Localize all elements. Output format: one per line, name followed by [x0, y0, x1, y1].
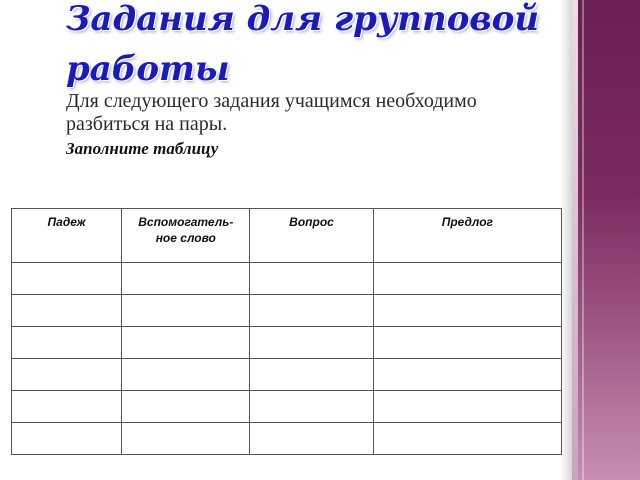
table-cell[interactable]	[122, 423, 250, 455]
table-row	[12, 391, 562, 423]
header-helper-word	[122, 209, 250, 263]
side-band-stripe	[572, 0, 578, 480]
table-row	[12, 359, 562, 391]
fill-in-table	[11, 208, 562, 455]
table-cell[interactable]	[250, 263, 373, 295]
header-preposition	[373, 209, 561, 263]
table-cell[interactable]	[250, 327, 373, 359]
table-row	[12, 263, 562, 295]
header-helper-word-label: Вспомогатель- ное слово	[138, 215, 234, 245]
table-cell[interactable]	[250, 295, 373, 327]
table-row	[12, 295, 562, 327]
header-case	[12, 209, 122, 263]
table-cell[interactable]	[12, 263, 122, 295]
side-band-highlight	[582, 0, 584, 480]
header-question	[250, 209, 373, 263]
table-cell[interactable]	[122, 327, 250, 359]
table-cell[interactable]	[373, 391, 561, 423]
table-cell[interactable]	[373, 263, 561, 295]
table-header-row	[12, 209, 562, 263]
intro-text: Для следующего задания учащимся необходимо разбиться на пары.	[66, 90, 477, 135]
decorative-side-band	[572, 0, 640, 480]
table-row	[12, 327, 562, 359]
table-row	[12, 423, 562, 455]
slide-title: Задания для групповой работы	[66, 0, 540, 89]
instruction-text: Заполните таблицу	[66, 139, 219, 158]
header-preposition-label: Предлог	[441, 215, 493, 229]
table-cell[interactable]	[373, 359, 561, 391]
table-cell[interactable]	[12, 423, 122, 455]
table-cell[interactable]	[12, 359, 122, 391]
table-cell[interactable]	[122, 295, 250, 327]
header-case-label: Падеж	[47, 215, 86, 229]
table-cell[interactable]	[122, 263, 250, 295]
table-cell[interactable]	[373, 423, 561, 455]
table-cell[interactable]	[122, 391, 250, 423]
header-question-label: Вопрос	[289, 215, 334, 229]
table-cell[interactable]	[12, 295, 122, 327]
table-cell[interactable]	[373, 327, 561, 359]
table-cell[interactable]	[250, 359, 373, 391]
table-cell[interactable]	[373, 295, 561, 327]
table-cell[interactable]	[250, 423, 373, 455]
table-cell[interactable]	[122, 359, 250, 391]
table-cell[interactable]	[12, 327, 122, 359]
table-cell[interactable]	[12, 391, 122, 423]
table-cell[interactable]	[250, 391, 373, 423]
